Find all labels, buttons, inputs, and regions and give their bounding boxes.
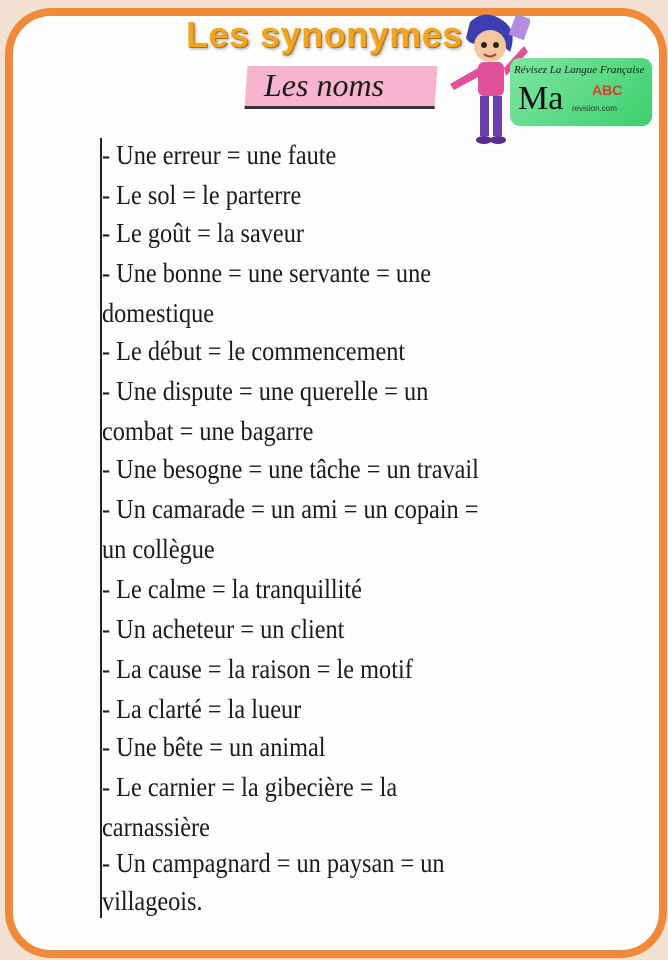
- list-item: - Une besogne = une tâche = un travail: [102, 454, 479, 484]
- list-item: - Un acheteur = un client: [102, 614, 345, 644]
- list-item: - Le carnier = la gibecière = la: [102, 772, 398, 802]
- list-item: - Un campagnard = un paysan = un: [102, 848, 445, 878]
- list-item: - Le goût = la saveur: [102, 218, 304, 248]
- list-item: - Le sol = le parterre: [102, 180, 302, 210]
- page-subtitle: Les noms: [264, 67, 385, 103]
- list-item: un collègue: [102, 534, 215, 564]
- synonym-list: [100, 138, 596, 918]
- list-item: carnassière: [102, 812, 210, 842]
- list-item: - Une bête = un animal: [102, 732, 326, 762]
- list-item: - Le début = le commencement: [102, 336, 406, 366]
- list-item: - La clarté = la lueur: [102, 694, 302, 724]
- list-item: - Le calme = la tranquillité: [102, 574, 362, 604]
- logo-abc: ABC: [592, 82, 623, 98]
- list-item: domestique: [102, 298, 215, 328]
- logo-url: revision.com: [572, 104, 617, 113]
- list-item: - Une dispute = une querelle = un: [102, 376, 429, 406]
- list-item: - Une erreur = une faute: [102, 140, 337, 170]
- list-item: - Une bonne = une servante = une: [102, 258, 432, 288]
- list-item: combat = une bagarre: [102, 416, 314, 446]
- page-title: Les synonymes: [186, 14, 463, 55]
- site-logo: [510, 58, 652, 126]
- list-item: - La cause = la raison = le motif: [102, 654, 413, 684]
- list-item: - Un camarade = un ami = un copain =: [102, 494, 479, 524]
- logo-mark: Ma: [518, 80, 564, 117]
- list-item: villageois.: [102, 886, 203, 916]
- logo-tagline: Révisez La Langue Française: [514, 64, 645, 76]
